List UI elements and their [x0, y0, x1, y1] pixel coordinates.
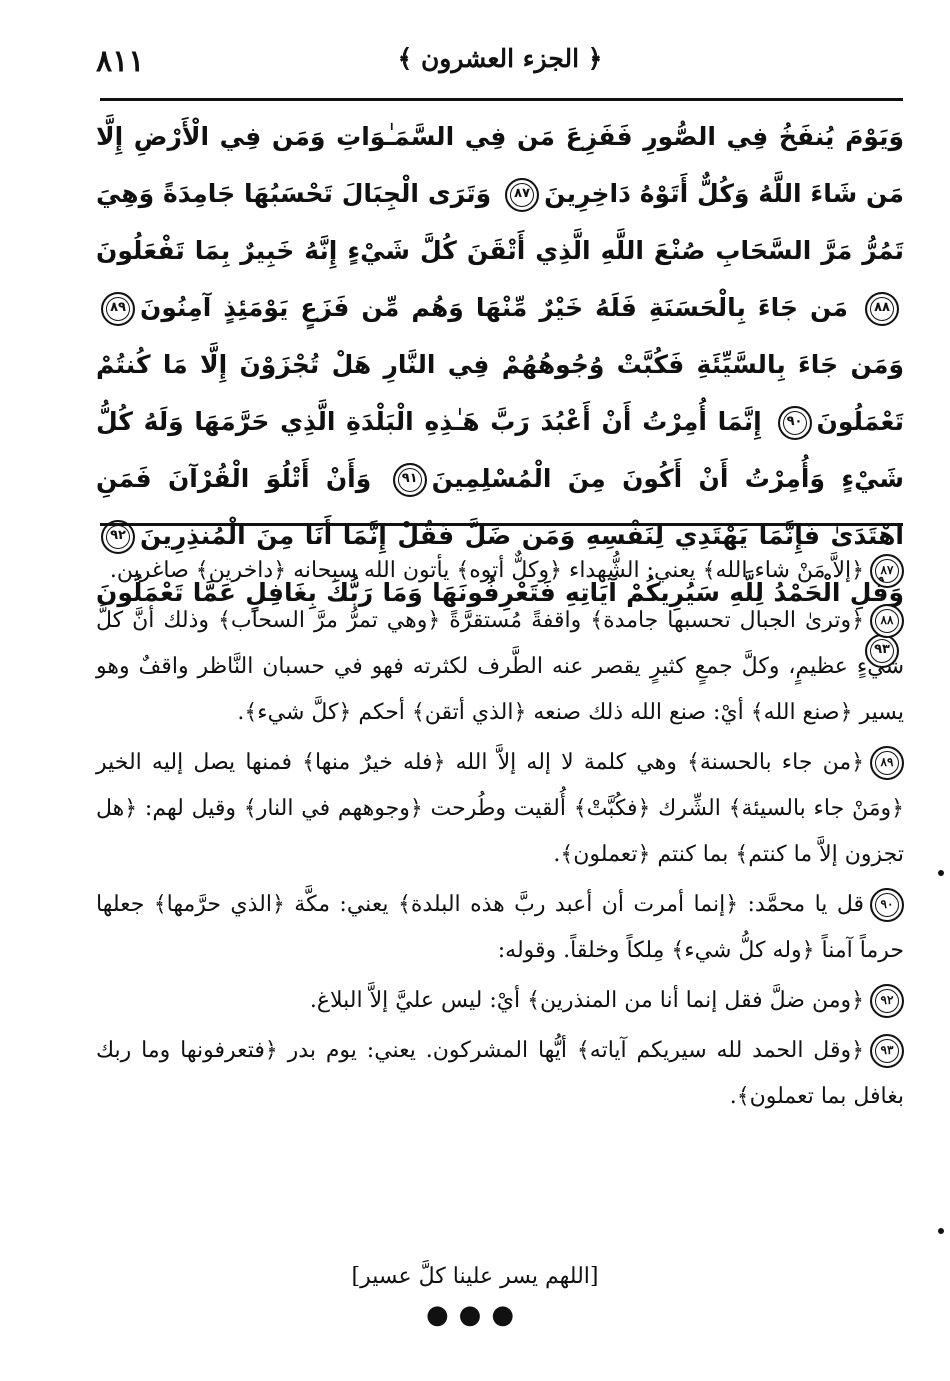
- note-text: ﴿وترىٰ الجبال تحسبها جامدة﴾ واقفةً مُستقرَّةً ﴿وهي تمرُّ مرَّ السحاب﴾ وذلك أنَّ كلَّ شيءٍ عظيمٍ، وكلَّ جمعٍ كثيرٍ يقصر عنه الطَّرف لكثرته فهو في حسبان النَّاظر واقفٌ وهو يسير ﴿صنع الله﴾ أيْ: صنع الله ذلك صنعه ﴿الذي أتقن﴾ أحكم ﴿كلَّ شيء﴾.: [96, 608, 904, 725]
- note-number-marker: ٩٠: [870, 888, 904, 922]
- commentary-note: [96, 548, 904, 594]
- commentary: [96, 548, 904, 1124]
- ayah-number-marker: ٨٨: [865, 292, 899, 326]
- note-number-marker: ٩٢: [870, 984, 904, 1018]
- end-ornament: ●●●: [425, 1300, 525, 1330]
- margin-dot: [938, 870, 944, 876]
- ayah-number-marker: ٩٣: [865, 634, 899, 668]
- note-text: قل يا محمَّد: ﴿إنما أمرت أن أعبد ربَّ هذه البلدة﴾ يعني: مكَّة ﴿الذي حرَّمها﴾ جعلها حرماً آمناً ﴿وله كلُّ شيء﴾ مِلكاً وخلقاً. وقوله:: [96, 892, 904, 963]
- ayah-number-marker: ٩٢: [101, 520, 135, 554]
- running-title: ﴿ الجزء العشرون ﴾: [397, 44, 603, 73]
- note-text: ﴿من جاء بالحسنة﴾ وهي كلمة لا إله إلاَّ الله ﴿فله خيرٌ منها﴾ فمنها يصل إليه الخير ﴿ومَنْ جاء بالسيئة﴾ الشِّرك ﴿فكُبَّتْ﴾ أُلقيت وطُرحت ﴿وجوههم في النار﴾ وقيل لهم: ﴿هل تجزون إلاَّ ما كنتم﴾ بما كنتم ﴿تعملون﴾.: [96, 750, 904, 867]
- verse-text: إِنَّمَا أُمِرْتُ أَنْ أَعْبُدَ رَبَّ هَـٰذِهِ الْبَلْدَةِ الَّذِي حَرَّمَهَا وَلَهُ كُلُّ شَيْءٍ وَأُمِرْتُ أَنْ أَكُونَ مِنَ الْمُسْلِمِينَ: [96, 407, 904, 493]
- ayah-number-marker: ٩١: [393, 463, 427, 497]
- margin-dot: [938, 1228, 944, 1234]
- ayah-number-marker: ٩٠: [778, 406, 812, 440]
- note-text: ﴿إلاَّ مَنْ شاء الله﴾ يعني: الشُّهداء ﴿وكلٌّ أتوه﴾ يأتون الله سبحانه ﴿داخرين﴾ صاغرين.: [109, 558, 864, 583]
- commentary-note: [96, 740, 904, 878]
- commentary-note: [96, 882, 904, 974]
- page-number: ٨١١: [96, 44, 145, 79]
- verse-text: وَمَن جَاءَ بِالسَّيِّئَةِ فَكُبَّتْ وُجُوهُهُمْ فِي النَّارِ هَلْ تُجْزَوْنَ إِلَّا مَا كُنتُمْ تَعْمَلُونَ: [96, 350, 904, 436]
- ayah-number-marker: ٨٧: [505, 178, 539, 212]
- commentary-note: [96, 1028, 904, 1120]
- ayah-number-marker: ٨٩: [101, 292, 135, 326]
- verse-text: مَن جَاءَ بِالْحَسَنَةِ فَلَهُ خَيْرٌ مِّنْهَا وَهُم مِّن فَزَعٍ يَوْمَئِذٍ آمِنُونَ: [140, 293, 848, 322]
- note-text: ﴿وقل الحمد لله سيريكم آياته﴾ أيُّها المشركون. يعني: يوم بدر ﴿فتعرفونها وما ربك بغافل بما تعملون﴾.: [96, 1038, 904, 1109]
- verse-text: وَقُلِ الْحَمْدُ لِلَّهِ سَيُرِيكُمْ آيَاتِهِ فَتَعْرِفُونَهَا وَمَا رَبُّكَ بِغَافِلٍ عَمَّا تَعْمَلُونَ: [96, 578, 904, 607]
- commentary-note: [96, 598, 904, 736]
- closing-prayer: [اللهم يسر علينا كلَّ عسير]: [351, 1264, 599, 1289]
- verse-text: وَتَرَى الْجِبَالَ تَحْسَبُهَا جَامِدَةً وَهِيَ تَمُرُّ مَرَّ السَّحَابِ صُنْعَ اللَّهِ الَّذِي أَتْقَنَ كُلَّ شَيْءٍ إِنَّهُ خَبِيرٌ بِمَا تَفْعَلُونَ: [96, 179, 904, 265]
- section-divider: [100, 523, 903, 526]
- note-number-marker: ٨٨: [870, 604, 904, 638]
- note-number-marker: ٨٧: [870, 554, 904, 588]
- page-header: [96, 38, 904, 90]
- header-rule: [100, 98, 903, 101]
- note-number-marker: ٨٩: [870, 746, 904, 780]
- verse-text: وَيَوْمَ يُنفَخُ فِي الصُّورِ فَفَزِعَ مَن فِي السَّمَـٰوَاتِ وَمَن فِي الْأَرْضِ إِلَّا مَن شَاءَ اللَّهُ وَكُلٌّ أَتَوْهُ دَاخِرِينَ: [96, 122, 904, 208]
- note-text: ﴿ومن ضلَّ فقل إنما أنا من المنذرين﴾ أيْ: ليس عليَّ إلاَّ البلاغ.: [309, 988, 864, 1013]
- note-number-marker: ٩٣: [870, 1034, 904, 1068]
- commentary-note: [96, 978, 904, 1024]
- verse-text: وَأَنْ أَتْلُوَ الْقُرْآنَ فَمَنِ اهْتَدَىٰ فَإِنَّمَا يَهْتَدِي لِنَفْسِهِ وَمَن ضَلَّ فَقُلْ إِنَّمَا أَنَا مِنَ الْمُنذِرِينَ: [96, 464, 904, 550]
